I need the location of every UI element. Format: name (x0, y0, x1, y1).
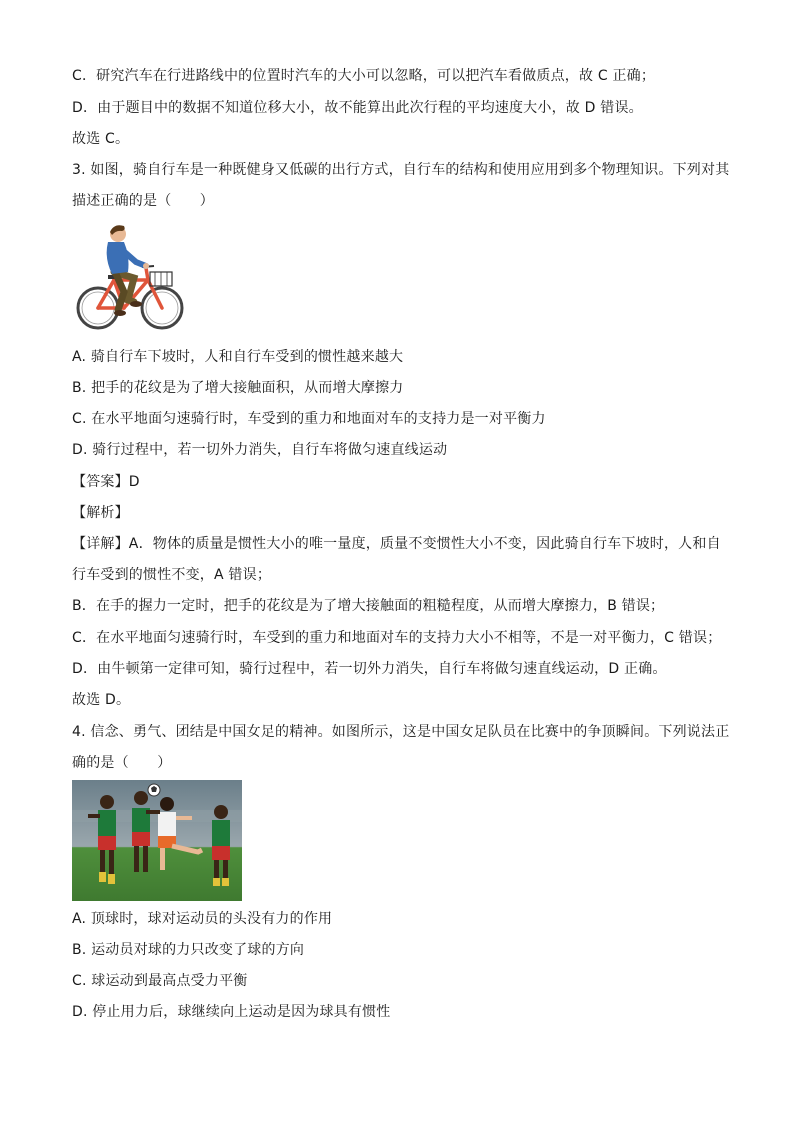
option-c: C. 球运动到最高点受力平衡 (72, 973, 248, 989)
option-a: A. 顶球时，球对运动员的头没有力的作用 (72, 911, 333, 927)
soccer-header-photo (72, 780, 242, 901)
option-b: B. 运动员对球的力只改变了球的方向 (72, 942, 305, 958)
option-a: A. 骑自行车下坡时，人和自行车受到的惯性越来越大 (72, 349, 404, 365)
question-4-stem: 4. 信念、勇气、团结是中国女足的精神。如图所示，这是中国女足队员在比赛中的争顶瞬间。下列说法正 (72, 724, 730, 740)
option-d: D. 骑行过程中，若一切外力消失，自行车将做匀速直线运动 (72, 442, 448, 458)
option-c: C. 在水平地面匀速骑行时，车受到的重力和地面对车的支持力是一对平衡力 (72, 411, 546, 427)
detail-text: C．在水平地面匀速骑行时，车受到的重力和地面对车的支持力大小不相等，不是一对平衡力，C 错误； (72, 630, 722, 646)
detail-text: D．由牛顿第一定律可知，骑行过程中，若一切外力消失，自行车将做匀速直线运动，D 正确。 (72, 661, 667, 677)
detail-text: 【详解】A．物体的质量是惯性大小的唯一量度，质量不变惯性大小不变，因此骑自行车下坡时，人和自 (72, 536, 721, 552)
option-d: D. 停止用力后，球继续向上运动是因为球具有惯性 (72, 1004, 391, 1020)
question-3-stem-cont: 描述正确的是（ ） (72, 193, 214, 209)
question-3-stem: 3. 如图，骑自行车是一种既健身又低碳的出行方式，自行车的结构和使用应用到多个物理知识。下列对其 (72, 162, 730, 178)
answer-label: 【答案】D (72, 474, 140, 490)
text-line: C．研究汽车在行进路线中的位置时汽车的大小可以忽略，可以把汽车看做质点，故 C 正确； (72, 68, 656, 84)
text-line: D．由于题目中的数据不知道位移大小，故不能算出此次行程的平均速度大小，故 D 错误。 (72, 100, 643, 116)
question-4-stem-cont: 确的是（ ） (72, 755, 172, 771)
detail-text: B．在手的握力一定时，把手的花纹是为了增大接触面的粗糙程度，从而增大摩擦力，B 错误； (72, 598, 665, 614)
option-b: B. 把手的花纹是为了增大接触面积，从而增大摩擦力 (72, 380, 404, 396)
bicycle-rider-illustration (74, 222, 190, 336)
analysis-label: 【解析】 (72, 505, 129, 521)
text-line: 故选 C。 (72, 131, 130, 147)
detail-text: 行车受到的惯性不变，A 错误； (72, 567, 272, 583)
conclusion-text: 故选 D。 (72, 692, 131, 708)
